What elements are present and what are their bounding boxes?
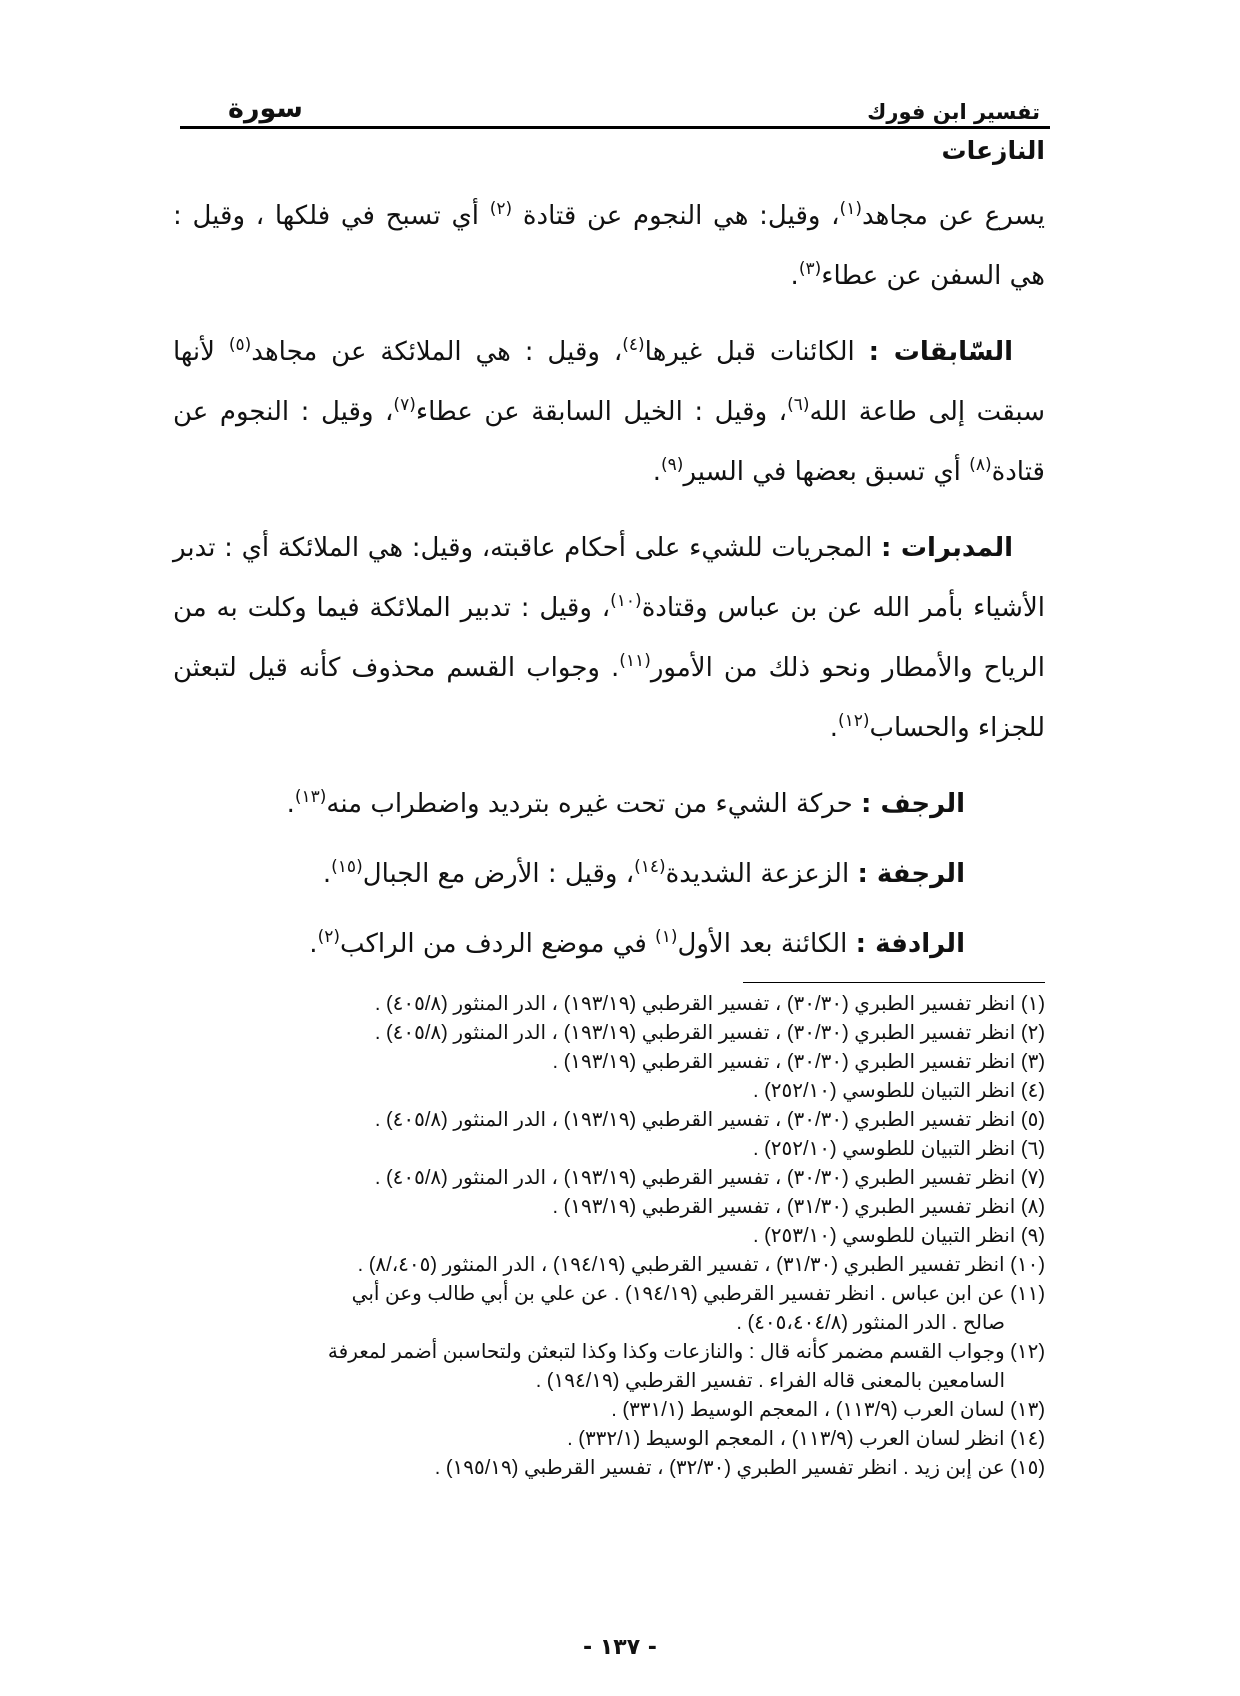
footnote-continuation-text: صالح . الدر المنثور (٤٠٥،٤٠٤/٨) . (736, 1312, 1005, 1334)
term-heading: السّابقات : (868, 337, 1013, 367)
footnote-divider (743, 982, 1045, 983)
footnote-ref: (٤) (622, 335, 645, 355)
footnote: (٤) انظر التبيان للطوسي (٢٥٢/١٠) . (752, 1080, 1045, 1102)
paragraph-rajf (173, 774, 1045, 834)
paragraph-text: . (652, 457, 662, 487)
footnote: (١٤) انظر لسان العرب (١١٣/٩) ، المعجم الوسيط (٣٣٢/١) . (567, 1428, 1045, 1450)
footnote-continuation (145, 1309, 1045, 1338)
footnote-ref: (١) (839, 199, 862, 219)
footnote: (٦) انظر التبيان للطوسي (٢٥٢/١٠) . (752, 1138, 1045, 1160)
paragraph-text: . (322, 859, 332, 889)
footnote-ref: (٦) (787, 395, 810, 415)
paragraph-text: . (829, 713, 838, 743)
paragraph-text: يسرع عن مجاهد (861, 201, 1045, 231)
paragraph-rajifa (173, 844, 1045, 904)
footnote-ref: (١١) (619, 651, 651, 671)
paragraph-text: ، وقيل : الأرض مع الجبال (362, 859, 635, 889)
paragraph-intro (173, 186, 1045, 306)
footnote-ref: (١٠) (610, 591, 642, 611)
footnote: (١١) عن ابن عباس . انظر تفسير القرطبي (١٩٤/١٩) . عن علي بن أبي طالب وعن أبي (351, 1283, 1045, 1305)
footnote: (١) انظر تفسير الطبري (٣٠/٣٠) ، تفسير القرطبي (١٩٣/١٩) ، الدر المنثور (٤٠٥/٨) . (374, 993, 1045, 1015)
page-number: - ١٣٧ - (583, 1635, 657, 1660)
footnote: (٥) انظر تفسير الطبري (٣٠/٣٠) ، تفسير القرطبي (١٩٣/١٩) ، الدر المنثور (٤٠٥/٨) . (374, 1109, 1045, 1131)
footnote: (٢) انظر تفسير الطبري (٣٠/٣٠) ، تفسير القرطبي (١٩٣/١٩) ، الدر المنثور (٤٠٥/٨) . (374, 1022, 1045, 1044)
book-title: تفسير ابن فورك (867, 100, 1040, 124)
paragraph-text: في موضع الردف من الراكب (339, 929, 656, 959)
header-divider (180, 126, 1050, 129)
term-heading: الرجفة : (857, 859, 965, 889)
footnote-ref: (١٤) (634, 857, 666, 877)
paragraph-text: لأنها سبقت إلى طاعة الله (173, 337, 1045, 427)
footnote-ref: (٢) (489, 199, 513, 219)
paragraph-text: أي تسبح في فلكها ، وقيل : هي السفن عن عطاء (173, 201, 1045, 291)
paragraph-text: الزعزعة الشديدة (665, 859, 858, 889)
footnote-ref: (٩) (661, 455, 684, 475)
footnote: (١٢) وجواب القسم مضمر كأنه قال : والنازعات وكذا وكذا لتبعثن ولتحاسبن أضمر لمعرفة (327, 1341, 1045, 1363)
term-heading: الرادفة : (855, 929, 965, 959)
paragraph-text: . (790, 261, 799, 291)
footnote: (٨) انظر تفسير الطبري (٣١/٣٠) ، تفسير القرطبي (١٩٣/١٩) . (552, 1196, 1045, 1218)
paragraph-text: ، وقيل: هي النجوم عن قتادة (512, 201, 840, 231)
footnote-ref: (٧) (393, 395, 416, 415)
footnotes (145, 990, 1045, 1483)
footnote-continuation-text: السامعين بالمعنى قاله الفراء . تفسير القرطبي (١٩٤/١٩) . (535, 1370, 1005, 1392)
footnote-ref: (١٣) (294, 787, 327, 807)
footnote-ref: (٣) (798, 259, 822, 279)
footnote-ref: (٥) (228, 335, 252, 355)
paragraph-text: الكائنات قبل غيرها (644, 337, 869, 367)
paragraph-mudabbirat (173, 518, 1045, 758)
paragraph-text: . (309, 929, 318, 959)
paragraph-text: حركة الشيء من تحت غيره بترديد واضطراب منه (326, 789, 861, 819)
footnote-ref: (٨) (969, 455, 992, 475)
paragraph-text: ، وقيل : هي الملائكة عن مجاهد (251, 337, 623, 367)
footnote: (١٥) عن إبن زيد . انظر تفسير الطبري (٣٢/٣٠) ، تفسير القرطبي (١٩٥/١٩) . (434, 1457, 1045, 1479)
paragraph-text: ، وقيل : تدبير الملائكة فيما وكلت به من الرياح والأمطار ونحو ذلك من الأمور (173, 593, 1045, 683)
surah-name: النازعات (941, 136, 1045, 165)
paragraph-sabiqat (173, 322, 1045, 502)
footnote: (٧) انظر تفسير الطبري (٣٠/٣٠) ، تفسير القرطبي (١٩٣/١٩) ، الدر المنثور (٤٠٥/٨) . (374, 1167, 1045, 1189)
paragraph-text: . وجواب القسم محذوف كأنه قيل لتبعثن للجزاء والحساب (173, 653, 1045, 743)
term-heading: المدبرات : (881, 533, 1013, 563)
paragraph-text: المجريات للشيء على أحكام عاقبته، وقيل: هي الملائكة أي : تدبر الأشياء بأمر الله عن بن عباس وقتادة (173, 533, 1045, 623)
paragraph-text: . (286, 789, 295, 819)
footnote: (١٣) لسان العرب (١١٣/٩) ، المعجم الوسيط (٣٣١/١) . (611, 1399, 1045, 1421)
footnote-ref: (١٢) (838, 711, 870, 731)
paragraph-text: أي تسبق بعضها في السير (683, 457, 970, 487)
paragraph-text: الكائنة بعد الأول (677, 929, 856, 959)
paragraph-text: ، وقيل : الخيل السابقة عن عطاء (415, 397, 788, 427)
paragraph-radifa (173, 914, 1045, 974)
footnote: (١٠) انظر تفسير الطبري (٣١/٣٠) ، تفسير القرطبي (١٩٤/١٩) ، الدر المنثور (٤٠٥،/٨) . (357, 1254, 1045, 1276)
footnote-ref: (١) (655, 927, 678, 947)
footnote: (٩) انظر التبيان للطوسي (٢٥٣/١٠) . (752, 1225, 1045, 1247)
term-heading: الرجف : (861, 789, 965, 819)
footnote: (٣) انظر تفسير الطبري (٣٠/٣٠) ، تفسير القرطبي (١٩٣/١٩) . (552, 1051, 1045, 1073)
main-text (173, 186, 1045, 984)
footnote-ref: (١٥) (331, 857, 363, 877)
footnote-continuation (145, 1367, 1045, 1396)
paragraph-text: ، وقيل : النجوم عن قتادة (173, 397, 1045, 487)
running-header (180, 80, 1040, 124)
surah-label: سورة (228, 93, 303, 124)
footnote-ref: (٢) (317, 927, 340, 947)
